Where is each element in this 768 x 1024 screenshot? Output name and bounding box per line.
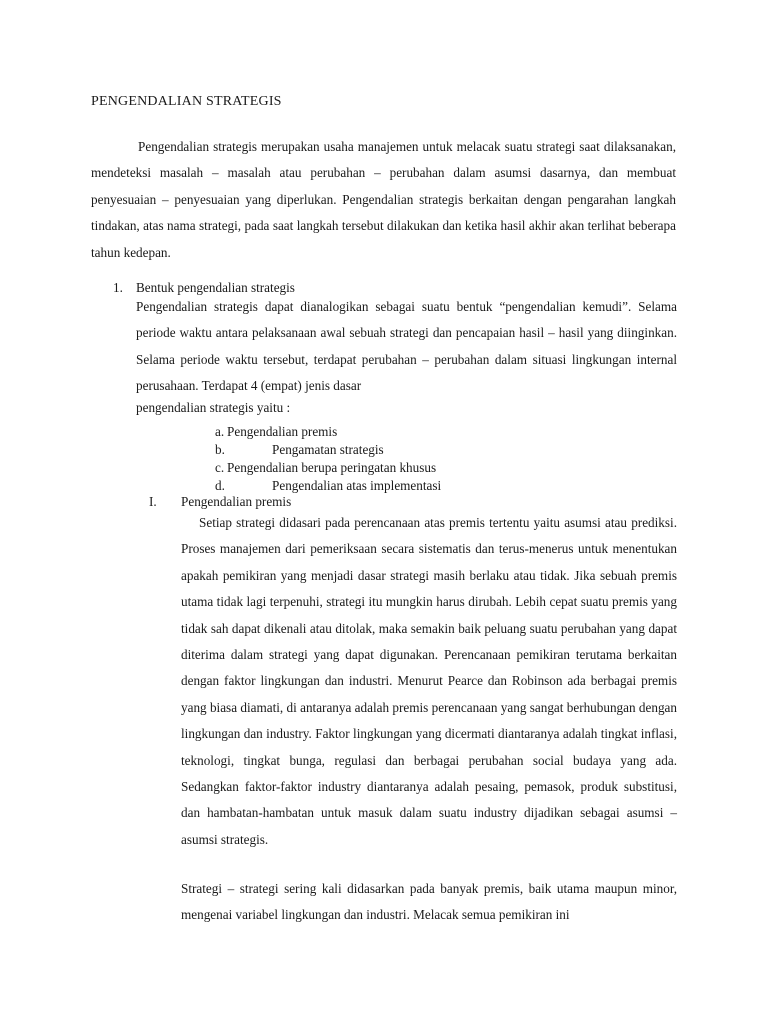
section-heading: Pengendalian premis <box>181 494 292 509</box>
sub-item-letter: a. <box>215 424 225 439</box>
list-body-text: Pengendalian strategis dapat dianalogikan sebagai suatu bentuk “pengendalian kemudi”. Selama periode waktu antara pelaksanaan awal sebuah strategi dan pencapaian hasil – hasil yang diinginkan. Selama periode waktu tersebut, terdapat perubahan – perubahan dalam situasi lingkungan internal perusahaan. Terdapat 4 (empat) jenis dasar <box>136 299 677 394</box>
intro-paragraph: Pengendalian strategis merupakan usaha manajemen untuk melacak suatu strategi saat dilaksanakan, mendeteksi masalah – masalah atau perubahan – perubahan dalam asumsi dasarnya, dan membuat penyesuaian – penyesuaian yang diperlukan. Pengendalian strategis berkaitan dengan pengarahan langkah tindakan, atas nama strategi, pada saat langkah tersebut dilakukan dan ketika hasil akhir akan terlihat beberapa tahun kedepan. <box>91 139 676 260</box>
list-heading: Bentuk pengendalian strategis <box>136 280 295 295</box>
list-body <box>136 294 677 416</box>
list-body-last-line: pengendalian strategis yaitu : <box>136 399 291 415</box>
sub-item-text: Pengendalian atas implementasi <box>272 478 442 493</box>
section-paragraph: Setiap strategi didasari pada perencanaan atas premis tertentu yaitu asumsi atau prediksi. Proses manajemen dari pemeriksaan secara sistematis dan terus-menerus untuk menentukan apakah pemikiran yang menjadi dasar strategi masih berlaku atau tidak. Jika sebuah premis utama tidak lagi terpenuhi, strategi itu mungkin harus dirubah. Lebih cepat suatu premis yang tidak sah dapat dikenali atau ditolak, maka semakin baik peluang suatu perubahan yang dapat diterima dalam strategi yang dapat digunakan. Perencanaan pemikiran terutama berkaitan dengan faktor lingkungan dan industri. Menurut Pearce dan Robinson ada berbagai premis yang biasa diamati, di antaranya adalah premis perencanaan yang sangat berhubungan dengan lingkungan dan industry. Faktor lingkungan yang dicermati diantaranya adalah tingkat inflasi, teknologi, tingkat bunga, regulasi dan berbagai perubahan social budaya yang ada. Sedangkan faktor-faktor industry diantaranya adalah pesaing, pemasok, produk substitusi, dan hambatan-hambatan untuk masuk dalam suatu industry dijadikan sebagai asumsi – asumsi strategis. <box>181 515 677 847</box>
list-number: 1. <box>113 280 123 295</box>
sub-item-letter: c. <box>215 460 225 475</box>
sub-item-text: Pengamatan strategis <box>272 442 384 457</box>
sub-item-text: Pengendalian berupa peringatan khusus <box>227 460 437 475</box>
section-paragraph-2: Strategi – strategi sering kali didasarkan pada banyak premis, baik utama maupun minor, mengenai variabel lingkungan dan industri. Melacak semua pemikiran ini <box>181 881 677 923</box>
section-number: I. <box>149 494 157 509</box>
page-title: PENGENDALIAN STRATEGIS <box>91 94 282 109</box>
sub-item-letter: b. <box>215 442 225 457</box>
sub-item-text: Pengendalian premis <box>227 424 338 439</box>
sub-item-letter: d. <box>215 478 225 493</box>
